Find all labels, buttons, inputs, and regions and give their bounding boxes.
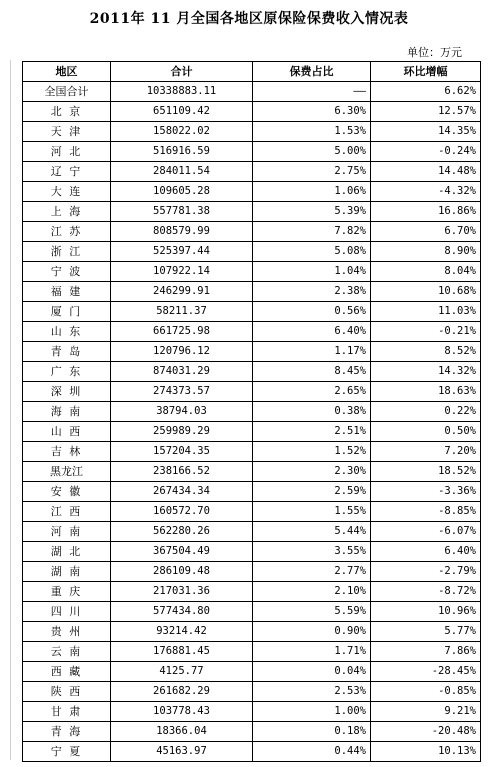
total-cell: 267434.34 <box>111 482 253 502</box>
share-cell: 2.65% <box>253 382 371 402</box>
region-cell: 安 徽 <box>23 482 111 502</box>
table-row <box>23 682 481 702</box>
total-cell: 284011.54 <box>111 162 253 182</box>
mom-growth-cell: -2.79% <box>371 562 481 582</box>
share-cell: 8.45% <box>253 362 371 382</box>
share-cell: 5.39% <box>253 202 371 222</box>
total-cell: 259989.29 <box>111 422 253 442</box>
table-row <box>23 582 481 602</box>
table-row <box>23 542 481 562</box>
region-cell: 江 西 <box>23 502 111 522</box>
total-cell: 103778.43 <box>111 702 253 722</box>
region-cell: 湖 南 <box>23 562 111 582</box>
header-total: 合计 <box>111 62 253 82</box>
region-cell: 辽 宁 <box>23 162 111 182</box>
total-cell: 176881.45 <box>111 642 253 662</box>
total-cell: 10338883.11 <box>111 82 253 102</box>
total-cell: 238166.52 <box>111 462 253 482</box>
region-cell: 陕 西 <box>23 682 111 702</box>
share-cell: 5.00% <box>253 142 371 162</box>
total-cell: 286109.48 <box>111 562 253 582</box>
total-cell: 38794.03 <box>111 402 253 422</box>
header-mom-growth: 环比增幅 <box>371 62 481 82</box>
share-cell: 0.56% <box>253 302 371 322</box>
region-cell: 浙 江 <box>23 242 111 262</box>
table-row <box>23 522 481 542</box>
share-cell: 2.38% <box>253 282 371 302</box>
region-cell: 上 海 <box>23 202 111 222</box>
share-cell: 0.04% <box>253 662 371 682</box>
region-cell: 北 京 <box>23 102 111 122</box>
share-cell: 7.82% <box>253 222 371 242</box>
mom-growth-cell: 10.96% <box>371 602 481 622</box>
table-row <box>23 282 481 302</box>
total-cell: 93214.42 <box>111 622 253 642</box>
region-cell: 吉 林 <box>23 442 111 462</box>
mom-growth-cell: 8.90% <box>371 242 481 262</box>
total-cell: 367504.49 <box>111 542 253 562</box>
table-row <box>23 482 481 502</box>
table-row <box>23 322 481 342</box>
mom-growth-cell: 9.21% <box>371 702 481 722</box>
share-cell: 2.59% <box>253 482 371 502</box>
total-cell: 651109.42 <box>111 102 253 122</box>
table-row <box>23 262 481 282</box>
mom-growth-cell: -0.85% <box>371 682 481 702</box>
total-cell: 120796.12 <box>111 342 253 362</box>
unit-label: 单位：万元 <box>407 46 462 59</box>
mom-growth-cell: 6.40% <box>371 542 481 562</box>
region-cell: 黑龙江 <box>23 462 111 482</box>
table-row <box>23 122 481 142</box>
table-row <box>23 162 481 182</box>
mom-growth-cell: 18.63% <box>371 382 481 402</box>
share-cell: 1.00% <box>253 702 371 722</box>
mom-growth-cell: -6.07% <box>371 522 481 542</box>
share-cell: 0.38% <box>253 402 371 422</box>
mom-growth-cell: 0.50% <box>371 422 481 442</box>
table-row <box>23 102 481 122</box>
region-cell: 重 庆 <box>23 582 111 602</box>
total-cell: 158022.02 <box>111 122 253 142</box>
share-cell: 1.04% <box>253 262 371 282</box>
document-title: 2011年 11 月全国各地区原保险保费收入情况表 <box>89 11 409 27</box>
total-cell: 562280.26 <box>111 522 253 542</box>
region-cell: 河 北 <box>23 142 111 162</box>
table-row <box>23 142 481 162</box>
share-cell: 5.59% <box>253 602 371 622</box>
mom-growth-cell: -3.36% <box>371 482 481 502</box>
region-cell: 江 苏 <box>23 222 111 242</box>
total-cell: 107922.14 <box>111 262 253 282</box>
table-row <box>23 722 481 742</box>
share-cell: 1.55% <box>253 502 371 522</box>
mom-growth-cell: 10.13% <box>371 742 481 762</box>
table-row <box>23 182 481 202</box>
table-row <box>23 702 481 722</box>
share-cell: 3.55% <box>253 542 371 562</box>
region-cell: 贵 州 <box>23 622 111 642</box>
total-cell: 45163.97 <box>111 742 253 762</box>
total-cell: 261682.29 <box>111 682 253 702</box>
table-row <box>23 502 481 522</box>
total-cell: 525397.44 <box>111 242 253 262</box>
share-cell: 1.71% <box>253 642 371 662</box>
share-cell: 0.44% <box>253 742 371 762</box>
total-cell: 661725.98 <box>111 322 253 342</box>
region-cell: 厦 门 <box>23 302 111 322</box>
total-cell: 160572.70 <box>111 502 253 522</box>
table-row <box>23 202 481 222</box>
mom-growth-cell: 7.86% <box>371 642 481 662</box>
share-cell: 2.75% <box>253 162 371 182</box>
region-cell: 天 津 <box>23 122 111 142</box>
mom-growth-cell: 0.22% <box>371 402 481 422</box>
share-cell: —— <box>253 82 371 102</box>
header-share: 保费占比 <box>253 62 371 82</box>
region-cell: 湖 北 <box>23 542 111 562</box>
mom-growth-cell: 14.48% <box>371 162 481 182</box>
table-row <box>23 382 481 402</box>
table-row <box>23 342 481 362</box>
region-cell: 宁 夏 <box>23 742 111 762</box>
total-cell: 874031.29 <box>111 362 253 382</box>
region-cell: 宁 波 <box>23 262 111 282</box>
total-cell: 58211.37 <box>111 302 253 322</box>
region-cell: 深 圳 <box>23 382 111 402</box>
mom-growth-cell: 16.86% <box>371 202 481 222</box>
region-cell: 甘 肃 <box>23 702 111 722</box>
region-cell: 四 川 <box>23 602 111 622</box>
table-row <box>23 302 481 322</box>
mom-growth-cell: -20.48% <box>371 722 481 742</box>
mom-growth-cell: 5.77% <box>371 622 481 642</box>
mom-growth-cell: 7.20% <box>371 442 481 462</box>
table-row <box>23 222 481 242</box>
total-cell: 557781.38 <box>111 202 253 222</box>
share-cell: 2.51% <box>253 422 371 442</box>
region-cell: 西 藏 <box>23 662 111 682</box>
region-cell: 全国合计 <box>23 82 111 102</box>
total-cell: 109605.28 <box>111 182 253 202</box>
mom-growth-cell: 14.35% <box>371 122 481 142</box>
share-cell: 2.10% <box>253 582 371 602</box>
table-row <box>23 242 481 262</box>
mom-growth-cell: 6.70% <box>371 222 481 242</box>
page-margin-line <box>10 60 11 760</box>
total-cell: 274373.57 <box>111 382 253 402</box>
share-cell: 0.18% <box>253 722 371 742</box>
share-cell: 5.44% <box>253 522 371 542</box>
mom-growth-cell: -0.21% <box>371 322 481 342</box>
mom-growth-cell: -0.24% <box>371 142 481 162</box>
mom-growth-cell: 8.04% <box>371 262 481 282</box>
share-cell: 5.08% <box>253 242 371 262</box>
region-cell: 福 建 <box>23 282 111 302</box>
share-cell: 2.30% <box>253 462 371 482</box>
table-row <box>23 402 481 422</box>
mom-growth-cell: -8.85% <box>371 502 481 522</box>
table-row <box>23 662 481 682</box>
total-cell: 18366.04 <box>111 722 253 742</box>
share-cell: 6.30% <box>253 102 371 122</box>
mom-growth-cell: 8.52% <box>371 342 481 362</box>
mom-growth-cell: 6.62% <box>371 82 481 102</box>
table-row <box>23 362 481 382</box>
share-cell: 1.53% <box>253 122 371 142</box>
region-cell: 广 东 <box>23 362 111 382</box>
table-row <box>23 642 481 662</box>
share-cell: 1.52% <box>253 442 371 462</box>
mom-growth-cell: 11.03% <box>371 302 481 322</box>
share-cell: 2.77% <box>253 562 371 582</box>
total-cell: 516916.59 <box>111 142 253 162</box>
total-cell: 246299.91 <box>111 282 253 302</box>
table-header-row <box>23 62 481 82</box>
share-cell: 0.90% <box>253 622 371 642</box>
region-cell: 云 南 <box>23 642 111 662</box>
mom-growth-cell: 18.52% <box>371 462 481 482</box>
region-cell: 山 东 <box>23 322 111 342</box>
table-row <box>23 462 481 482</box>
share-cell: 6.40% <box>253 322 371 342</box>
region-cell: 河 南 <box>23 522 111 542</box>
header-region: 地区 <box>23 62 111 82</box>
table-row <box>23 742 481 762</box>
mom-growth-cell: -28.45% <box>371 662 481 682</box>
mom-growth-cell: -4.32% <box>371 182 481 202</box>
premium-income-table <box>22 61 481 762</box>
region-cell: 青 岛 <box>23 342 111 362</box>
total-cell: 157204.35 <box>111 442 253 462</box>
total-cell: 808579.99 <box>111 222 253 242</box>
total-cell: 4125.77 <box>111 662 253 682</box>
share-cell: 1.17% <box>253 342 371 362</box>
table-row <box>23 442 481 462</box>
mom-growth-cell: 12.57% <box>371 102 481 122</box>
table-row <box>23 562 481 582</box>
table-body <box>23 82 481 762</box>
total-cell: 217031.36 <box>111 582 253 602</box>
mom-growth-cell: 10.68% <box>371 282 481 302</box>
mom-growth-cell: -8.72% <box>371 582 481 602</box>
table-row <box>23 82 481 102</box>
share-cell: 2.53% <box>253 682 371 702</box>
total-cell: 577434.80 <box>111 602 253 622</box>
table-row <box>23 422 481 442</box>
region-cell: 青 海 <box>23 722 111 742</box>
share-cell: 1.06% <box>253 182 371 202</box>
table-row <box>23 602 481 622</box>
region-cell: 大 连 <box>23 182 111 202</box>
mom-growth-cell: 14.32% <box>371 362 481 382</box>
region-cell: 海 南 <box>23 402 111 422</box>
region-cell: 山 西 <box>23 422 111 442</box>
table-row <box>23 622 481 642</box>
